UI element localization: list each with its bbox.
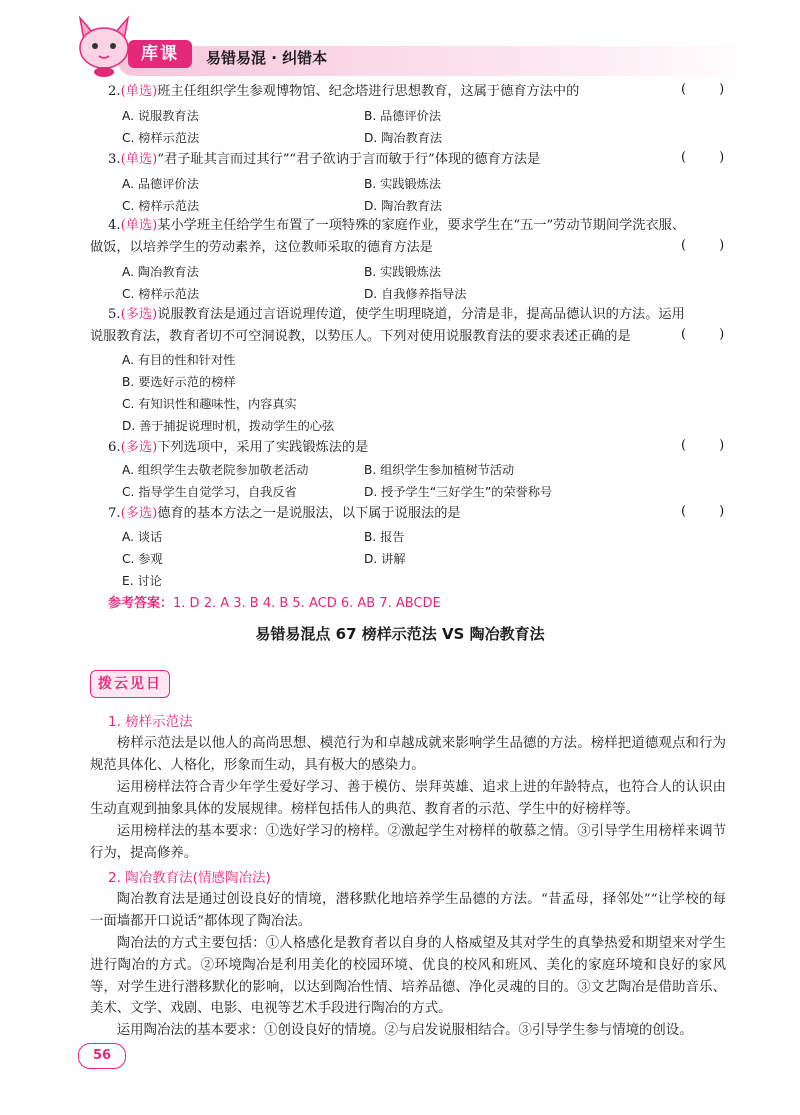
question-type-tag: (单选) — [120, 152, 158, 167]
option-d: D. 讲解 — [364, 552, 406, 566]
answer-key-values: 1. D 2. A 3. B 4. B 5. ACD 6. AB 7. ABCDE — [173, 596, 441, 611]
question-4: 4.(单选)某小学班主任给学生布置了一项特殊的家庭作业，要求学生在“五一”劳动节期间学洗衣服、 — [108, 218, 686, 233]
question-type-tag: (单选) — [120, 218, 158, 233]
answer-key — [108, 592, 441, 611]
subheading-1: 1. 榜样示范法 — [108, 714, 193, 730]
option-a: A. 组织学生去敬老院参加敬老活动 — [122, 463, 309, 477]
question-2: 2.(单选)班主任组织学生参观博物馆、纪念塔进行思想教育，这属于德育方法中的 — [108, 84, 580, 99]
option-b: B. 报告 — [364, 530, 405, 544]
option-a: A. 有目的性和针对性 — [122, 353, 236, 367]
question-type-tag: (多选) — [120, 440, 158, 455]
option-c: C. 参观 — [122, 552, 163, 566]
answer-blank: ( ) — [681, 438, 725, 453]
question-type-tag: (多选) — [120, 506, 158, 521]
option-e: E. 讨论 — [122, 574, 162, 588]
question-type-tag: (多选) — [120, 307, 158, 322]
option-c: C. 榜样示范法 — [122, 199, 200, 213]
option-d: D. 善于捕捉说理时机，拨动学生的心弦 — [122, 419, 335, 433]
question-4-cont: 做饭，以培养学生的劳动素养，这位教师采取的德育方法是 — [90, 240, 433, 255]
answer-key-label: 参考答案： — [108, 596, 174, 611]
option-c: C. 榜样示范法 — [122, 131, 200, 145]
answer-blank: ( ) — [681, 150, 725, 165]
option-d: D. 陶冶教育法 — [364, 199, 443, 213]
paragraph-5: 陶冶法的方式主要包括：①人格感化是教育者以自身的人格威望及其对学生的真挚热爱和期望来对学生进行陶冶的方式。②环境陶冶是利用美化的校园环境、优良的校风和班风、美化的家庭环境和良好的家风等，对学生进行潜移默化的影响，以达到陶冶性情、培养品德、净化灵魂的目的。③文艺陶冶是借助音乐、美术、文学、戏剧、电影、电视等艺术手段进行陶冶的方式。 — [90, 936, 726, 1017]
option-a: A. 品德评价法 — [122, 177, 199, 191]
brand-logo: 库课 — [128, 40, 192, 68]
page-header — [0, 0, 800, 82]
question-6: 6.(多选)下列选项中，采用了实践锻炼法的是 — [108, 440, 369, 455]
answer-blank: ( ) — [681, 327, 725, 342]
option-a: A. 谈话 — [122, 530, 163, 544]
option-c: C. 有知识性和趣味性，内容真实 — [122, 397, 297, 411]
option-b: B. 品德评价法 — [364, 109, 442, 123]
question-5: 5.(多选)说服教育法是通过言语说理传道，使学生明理晓道，分清是非，提高品德认识的方法。运用 — [108, 307, 685, 322]
option-b: B. 实践锻炼法 — [364, 265, 442, 279]
option-b: B. 要选好示范的榜样 — [122, 375, 236, 389]
paragraph-4: 陶冶教育法是通过创设良好的情境，潜移默化地培养学生品德的方法。“昔孟母，择邻处”“让学校的每一面墙都开口说话”都体现了陶冶法。 — [90, 892, 726, 929]
option-b: B. 组织学生参加植树节活动 — [364, 463, 515, 477]
question-3: 3.(单选)“君子耻其言而过其行”“君子欲讷于言而敏于行”体现的德育方法是 — [108, 152, 541, 167]
page-number: 56 — [78, 1043, 126, 1069]
paragraph-1: 榜样示范法是以他人的高尚思想、模范行为和卓越成就来影响学生品德的方法。榜样把道德观点和行为规范具体化、人格化，形象而生动，具有极大的感染力。 — [90, 736, 726, 773]
question-type-tag: (单选) — [120, 84, 158, 99]
section-badge: 拨云见日 — [90, 670, 170, 698]
subheading-2: 2. 陶冶教育法(情感陶冶法) — [108, 870, 271, 886]
answer-blank: ( ) — [681, 238, 725, 253]
book-title: 易错易混 · 纠错本 — [206, 49, 328, 67]
option-b: B. 实践锻炼法 — [364, 177, 442, 191]
paragraph-6: 运用陶冶法的基本要求：①创设良好的情境。②与启发说服相结合。③引导学生参与情境的创设。 — [116, 1023, 693, 1038]
answer-blank: ( ) — [681, 504, 725, 519]
option-d: D. 授予学生“三好学生”的荣誉称号 — [364, 485, 553, 499]
paragraph-3: 运用榜样法的基本要求：①选好学习的榜样。②激起学生对榜样的敬慕之情。③引导学生用榜样来调节行为，提高修养。 — [90, 824, 726, 861]
paragraph-2: 运用榜样法符合青少年学生爱好学习、善于模仿、崇拜英雄、追求上进的年龄特点，也符合人的认识由生动直观到抽象具体的发展规律。榜样包括伟人的典范、教育者的示范、学生中的好榜样等。 — [90, 780, 726, 817]
question-5-cont: 说服教育法，教育者切不可空洞说教，以势压人。下列对使用说服教育法的要求表述正确的是 — [90, 329, 631, 344]
option-a: A. 说服教育法 — [122, 109, 199, 123]
section-title: 易错易混点 67 榜样示范法 VS 陶冶教育法 — [255, 625, 545, 643]
option-c: C. 榜样示范法 — [122, 287, 200, 301]
option-d: D. 陶冶教育法 — [364, 131, 443, 145]
question-7: 7.(多选)德育的基本方法之一是说服法，以下属于说服法的是 — [108, 506, 461, 521]
option-a: A. 陶冶教育法 — [122, 265, 199, 279]
option-c: C. 指导学生自觉学习，自我反省 — [122, 485, 297, 499]
answer-blank: ( ) — [681, 82, 725, 97]
option-d: D. 自我修养指导法 — [364, 287, 467, 301]
